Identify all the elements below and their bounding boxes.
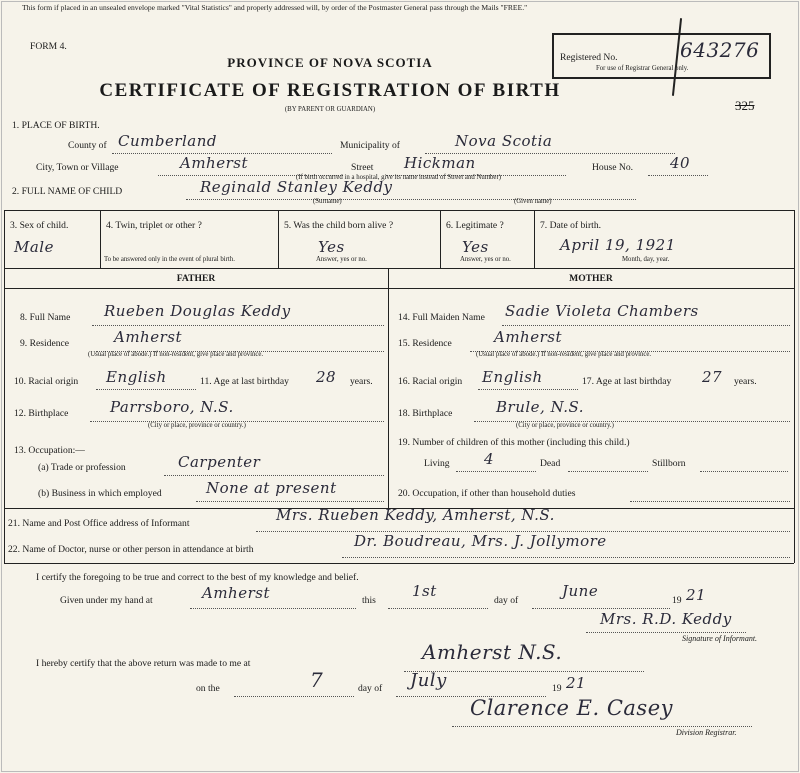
registrar-month-value: July (410, 670, 447, 691)
father-residence-value: Amherst (114, 328, 182, 346)
stillborn-label: Stillborn (652, 458, 686, 469)
city-label: City, Town or Village (36, 162, 119, 173)
county-value: Cumberland (118, 132, 218, 150)
form-number: FORM 4. (30, 41, 67, 52)
father-occupation-label: 13. Occupation:— (14, 445, 85, 456)
mother-birthplace-value: Brule, N.S. (496, 398, 585, 416)
mother-birthplace-label: 18. Birthplace (398, 408, 453, 419)
registrar-year-value: 21 (566, 674, 587, 692)
father-name-value: Rueben Douglas Keddy (104, 302, 291, 320)
dob-label: 7. Date of birth. (540, 220, 602, 231)
registrar-signature: Clarence E. Casey (470, 696, 673, 720)
informant-signature: Mrs. R.D. Keddy (600, 610, 732, 628)
certification-statement: I certify the foregoing to be true and correct to the best of my knowledge and belief. (36, 572, 359, 583)
certificate-subtitle: (BY PARENT OR GUARDIAN) (284, 106, 376, 113)
father-age-unit: years. (350, 376, 373, 387)
day-of-label: day of (494, 595, 519, 606)
informant-signature-caption: Signature of Informant. (682, 634, 758, 643)
mother-residence-label: 15. Residence (398, 338, 452, 349)
legitimate-note: Answer, yes or no. (460, 256, 511, 263)
living-label: Living (424, 458, 450, 469)
registrar-place-value: Amherst N.S. (422, 640, 563, 664)
father-birthplace-label: 12. Birthplace (14, 408, 69, 419)
province-title: PROVINCE OF NOVA SCOTIA (227, 55, 433, 70)
city-value: Amherst (180, 154, 248, 172)
alive-label: 5. Was the child born alive ? (284, 220, 394, 231)
registrar-use-note: For use of Registrar General only. (596, 65, 689, 72)
father-birthplace-note: (City or place, province or country.) (148, 422, 246, 429)
father-residence-note: (Usual place of abode.) If non-resident, give place and province. (88, 351, 264, 358)
mother-birthplace-note: (City or place, province or country.) (516, 422, 614, 429)
house-label: House No. (592, 162, 634, 173)
father-heading: FATHER (176, 273, 216, 284)
given-place-value: Amherst (202, 584, 270, 602)
on-the-label: on the (196, 683, 220, 694)
registrar-statement: I hereby certify that the above return was made to me at (36, 658, 251, 669)
certificate-title: CERTIFICATE OF REGISTRATION OF BIRTH (99, 80, 561, 101)
registered-no-label: Registered No. (560, 52, 618, 63)
legitimate-value: Yes (462, 238, 489, 256)
child-name-label: 2. FULL NAME OF CHILD (12, 186, 123, 197)
father-age-value: 28 (316, 368, 337, 386)
mother-age-value: 27 (702, 368, 723, 386)
this-label: this (362, 595, 376, 606)
father-racial-label: 10. Racial origin (14, 376, 79, 387)
father-business-label: (b) Business in which employed (38, 488, 162, 499)
mother-age-unit: years. (734, 376, 757, 387)
father-name-label: 8. Full Name (20, 312, 71, 323)
surname-caption: (Surname) (313, 198, 342, 205)
mother-heading: MOTHER (569, 273, 613, 284)
mother-residence-note: (Usual place of abode.) If non-resident, give place and province. (476, 351, 652, 358)
street-label: Street (351, 162, 374, 173)
given-year-value: 21 (686, 586, 707, 604)
registrar-day-of-label: day of (358, 683, 383, 694)
mother-children-label: 19. Number of children of this mother (including this child.) (398, 437, 630, 448)
father-birthplace-value: Parrsboro, N.S. (110, 398, 234, 416)
father-business-value: None at present (206, 479, 337, 497)
informant-value: Mrs. Rueben Keddy, Amherst, N.S. (276, 506, 555, 524)
mother-racial-value: English (482, 368, 543, 386)
twin-note: To be answered only in the event of plural birth. (104, 256, 235, 263)
father-racial-value: English (106, 368, 167, 386)
given-day-value: 1st (412, 582, 437, 600)
father-age-label: 11. Age at last birthday (200, 376, 289, 387)
dead-label: Dead (540, 458, 561, 469)
side-number: 325 (735, 98, 755, 113)
doctor-label: 22. Name of Doctor, nurse or other person in attendance at birth (8, 544, 254, 555)
living-value: 4 (484, 450, 495, 468)
hospital-note: (If birth occurred in a hospital, give its name instead of Street and Number) (296, 174, 501, 181)
legitimate-label: 6. Legitimate ? (446, 220, 504, 231)
registrar-year-prefix: 19 (552, 683, 562, 694)
alive-note: Answer, yes or no. (316, 256, 367, 263)
place-of-birth-label: 1. PLACE OF BIRTH. (12, 120, 100, 131)
mother-racial-label: 16. Racial origin (398, 376, 463, 387)
registered-no-value: 643276 (680, 38, 760, 62)
dob-note: Month, day, year. (622, 256, 670, 263)
county-label: County of (68, 140, 107, 151)
father-trade-label: (a) Trade or profession (38, 462, 126, 473)
father-residence-label: 9. Residence (20, 338, 70, 349)
father-trade-value: Carpenter (178, 453, 261, 471)
postal-notice: This form if placed in an unsealed envelope marked "Vital Statistics" and properly addressed will, by order of the Postmaster General pass through the Mails "FREE." (22, 3, 528, 12)
child-name-value: Reginald Stanley Keddy (200, 178, 393, 196)
mother-residence-value: Amherst (494, 328, 562, 346)
municipality-value: Nova Scotia (455, 132, 553, 150)
mother-name-value: Sadie Violeta Chambers (505, 302, 699, 320)
mother-name-label: 14. Full Maiden Name (398, 312, 485, 323)
registrar-caption: Division Registrar. (676, 728, 737, 737)
twin-label: 4. Twin, triplet or other ? (106, 220, 202, 231)
given-name-caption: (Given name) (514, 198, 552, 205)
sex-value: Male (14, 238, 54, 256)
house-value: 40 (670, 154, 691, 172)
mother-age-label: 17. Age at last birthday (582, 376, 672, 387)
mother-occupation-label: 20. Occupation, if other than household duties (398, 488, 576, 499)
alive-value: Yes (318, 238, 345, 256)
doctor-value: Dr. Boudreau, Mrs. J. Jollymore (354, 532, 607, 550)
registrar-day-value: 7 (310, 668, 324, 692)
page-border (1, 1, 799, 772)
given-month-value: June (562, 582, 599, 600)
dob-value: April 19, 1921 (560, 236, 676, 254)
given-under-label: Given under my hand at (60, 595, 153, 606)
municipality-label: Municipality of (340, 140, 400, 151)
given-year-prefix: 19 (672, 595, 682, 606)
street-value: Hickman (404, 154, 476, 172)
sex-label: 3. Sex of child. (10, 220, 69, 231)
informant-label: 21. Name and Post Office address of Informant (8, 518, 190, 529)
